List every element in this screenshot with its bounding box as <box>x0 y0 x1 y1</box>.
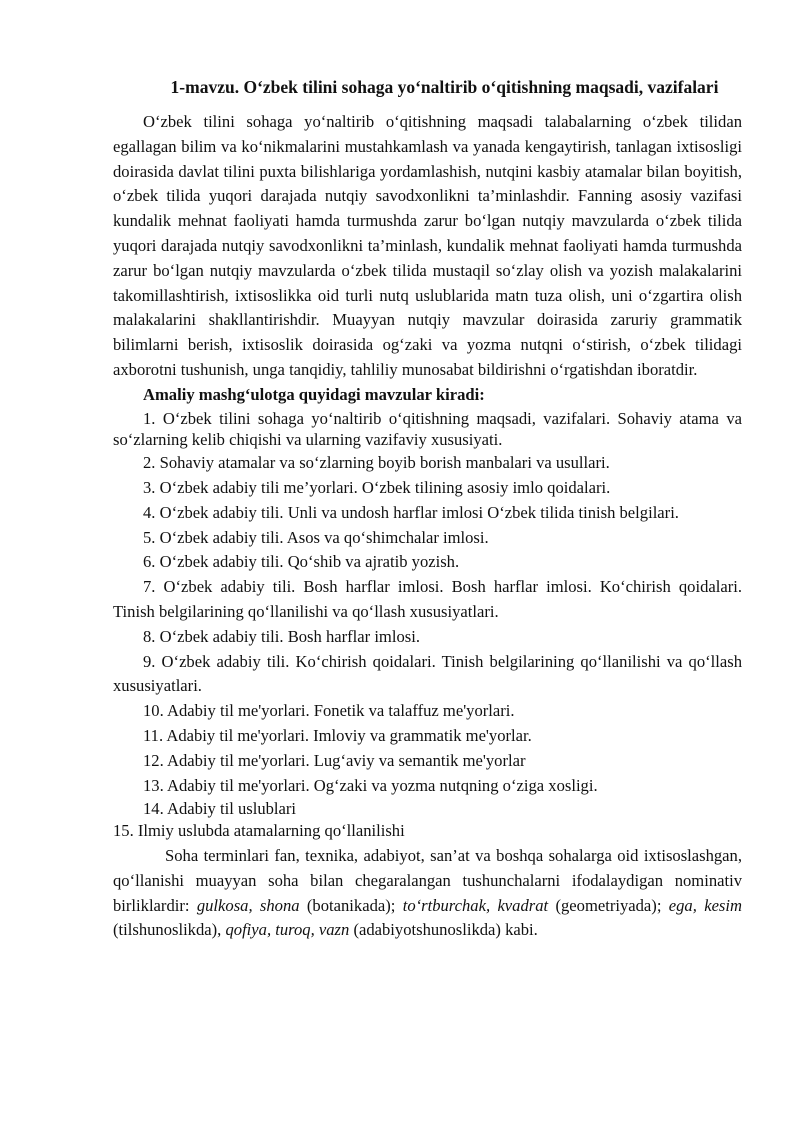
example-literature: qofiya, turoq, vazn <box>225 920 350 940</box>
topic-item-15: 15. Ilmiy uslubda atamalarning qo‘llanilishi <box>113 821 405 841</box>
soha-text-2: (geometriyada); <box>548 895 669 915</box>
topic-item-9: 9. O‘zbek adabiy tili. Ko‘chirish qoidalari. Tinish belgilarining qo‘llanilishi va qo‘llash xususiyatlari. <box>113 651 742 696</box>
topic-item-1: 1. O‘zbek tilini sohaga yo‘naltirib o‘qitishning maqsadi, vazifalari. Sohaviy atama va so‘zlarning kelib chiqishi va ularning vazifaviy xususiyati. <box>113 408 742 450</box>
topic-item-3: 3. O‘zbek adabiy tili me’yorlari. O‘zbek tilining asosiy imlo qoidalari. <box>143 477 611 497</box>
topic-item-4: 4. O‘zbek adabiy tili. Unli va undosh harflar imlosi O‘zbek tilida tinish belgilari. <box>143 502 679 522</box>
soha-lead-text: Soha terminlari fan, texnika, adabiyot, san’at va boshqa sohalarga oid ixtisoslashgan, qo‘llanishi muayyan soha bilan chegaralangan tushunchalarni ifodalaydigan nominativ birliklardir: <box>113 845 742 915</box>
topic-item-10: 10. Adabiy til me'yorlari. Fonetik va talaffuz me'yorlari. <box>143 701 515 721</box>
topic-item-8: 8. O‘zbek adabiy tili. Bosh harflar imlosi. <box>143 626 420 646</box>
soha-text-3: (tilshunoslikda), <box>113 920 226 940</box>
example-geometry: to‘rtburchak, kvadrat <box>402 895 549 915</box>
topic-item-12: 12. Adabiy til me'yorlari. Lug‘aviy va semantik me'yorlar <box>143 750 526 770</box>
example-linguistics: ega, kesim <box>668 895 742 915</box>
topic-item-13: 13. Adabiy til me'yorlari. Og‘zaki va yozma nutqning o‘ziga xosligi. <box>143 775 598 795</box>
soha-text-4: (adabiyotshunoslikda) kabi. <box>349 920 538 940</box>
topic-item-11: 11. Adabiy til me'yorlari. Imloviy va grammatik me'yorlar. <box>143 725 532 745</box>
intro-paragraph: O‘zbek tilini sohaga yo‘naltirib o‘qitishning maqsadi talabalarning o‘zbek tilidan egallagan bilim va ko‘nikmalarini mustahkamlash va yanada kengaytirish, tanlagan ixtisosligi doirasida davlat tilini puxta bilishlariga yordamlashish, nutqini kasbiy atamalar bilan boyitish, o‘zbek tilida yuqori darajada nutqiy savodxonlikni ta’minlashdir. Fanning asosiy vazifasi kundalik mehnat faoliyati hamda turmushda zarur bo‘lgan nutqiy mavzularda o‘zbek tilida yuqori darajada nutqiy savodxonlikni ta’minlash, kundalik mehnat faoliyati hamda turmushda zarur bo‘lgan nutqiy mavzularda o‘zbek tilida mustaqil so‘zlay olish va yozish malakalarini takomillashtirish, ixtisoslikka oid turli nutq uslublarida matn tuza olish, uni o‘zgartira olish malakalarini shakllantirishdir. Muayyan nutqiy mavzular doirasida zaruriy grammatik bilimlarni berish, ixtisoslik doirasida og‘zaki va yozma nutqni o‘stirish, o‘zbek tilidagi axborotni tushunish, unga tanqidiy, tahliliy munosabat bildirishni o‘rgatishdan iboratdir. <box>113 112 742 379</box>
soha-terminlari-paragraph <box>113 844 742 943</box>
topic-item-5: 5. O‘zbek adabiy tili. Asos va qo‘shimchalar imlosi. <box>143 527 489 547</box>
topics-heading: Amaliy mashg‘ulotga quyidagi mavzular kiradi: <box>143 384 485 404</box>
topic-item-2: 2. Sohaviy atamalar va so‘zlarning boyib borish manbalari va usullari. <box>143 453 610 473</box>
example-botany: gulkosa, shona <box>196 895 300 915</box>
topic-item-14: 14. Adabiy til uslublari <box>143 799 297 819</box>
topic-item-6: 6. O‘zbek adabiy tili. Qo‘shib va ajratib yozish. <box>143 552 460 572</box>
page-title: 1-mavzu. O‘zbek tilini sohaga yo‘naltirib o‘qitishning maqsadi, vazifalari <box>170 77 719 97</box>
document-page <box>113 74 742 943</box>
soha-text-1: (botanikada); <box>299 895 403 915</box>
topic-item-7: 7. O‘zbek adabiy tili. Bosh harflar imlosi. Bosh harflar imlosi. Ko‘chirish qoidalari. Tinish belgilarining qo‘llanilishi va qo‘llash xususiyatlari. <box>113 577 742 621</box>
